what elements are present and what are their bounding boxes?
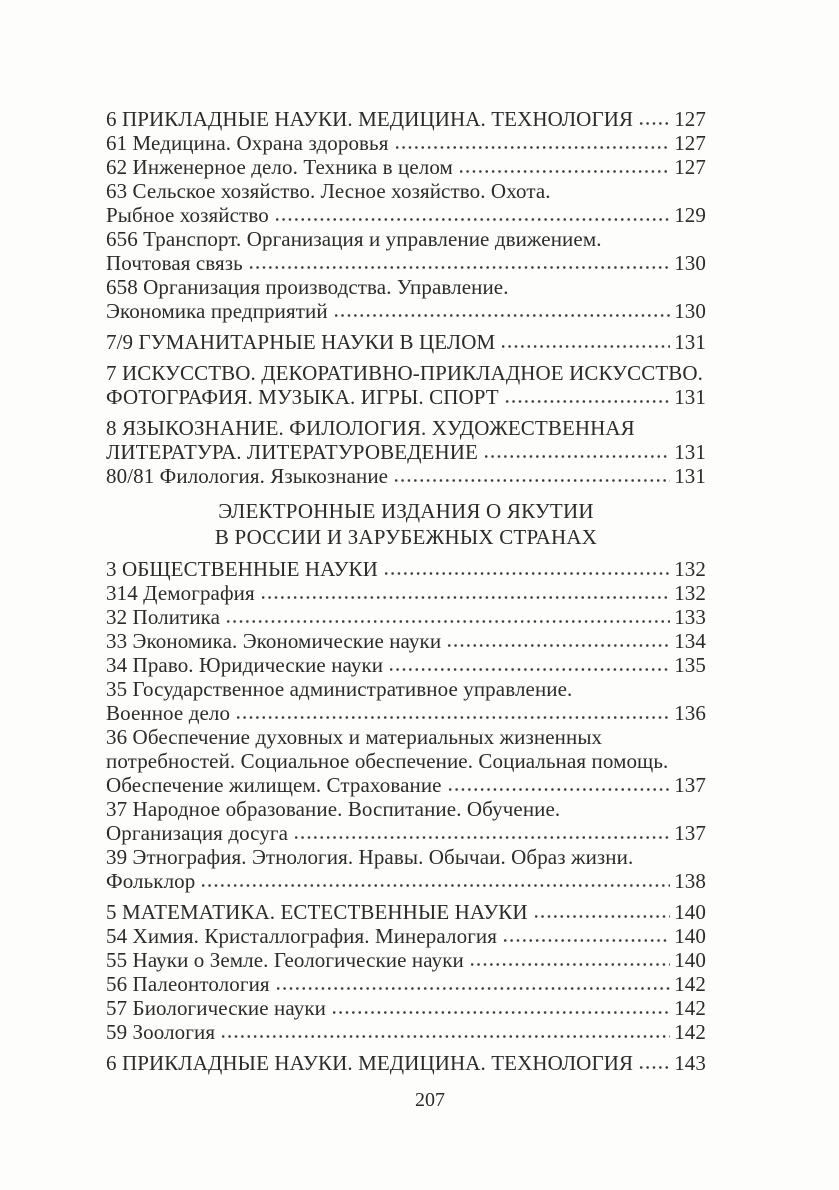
toc-entry xyxy=(106,725,706,797)
toc-entry-text: 62 Инженерное дело. Техника в целом xyxy=(106,155,453,179)
toc-entry-page: 134 xyxy=(674,629,706,653)
toc-entry-text: 6 ПРИКЛАДНЫЕ НАУКИ. МЕДИЦИНА. ТЕХНОЛОГИЯ xyxy=(106,107,634,131)
toc-entry xyxy=(106,330,706,354)
toc-entry-page: 137 xyxy=(674,821,706,845)
toc-entry-text: 33 Экономика. Экономические науки xyxy=(106,629,442,653)
toc-entry-row xyxy=(106,464,706,488)
toc-entry xyxy=(106,581,706,605)
section-heading xyxy=(106,498,706,550)
toc-entry-row xyxy=(106,385,706,409)
toc-entry-text: 59 Зоология xyxy=(106,1020,216,1044)
toc-entry-page: 131 xyxy=(674,385,706,409)
dot-leader xyxy=(388,667,670,672)
toc-entry-text: 37 Народное образование. Воспитание. Обучение. xyxy=(106,797,561,821)
toc-entry-page: 133 xyxy=(674,605,706,629)
dot-leader xyxy=(504,399,670,404)
toc-entry-text: 658 Организация производства. Управление. xyxy=(106,275,509,299)
toc-entry-page: 142 xyxy=(674,996,706,1020)
toc-entry-row xyxy=(106,653,706,677)
section-heading-line: ЭЛЕКТРОННЫЕ ИЗДАНИЯ О ЯКУТИИ xyxy=(218,499,594,523)
dot-leader xyxy=(446,643,670,648)
toc-entry xyxy=(106,629,706,653)
toc-entry xyxy=(106,1051,706,1075)
dot-leader xyxy=(274,217,670,222)
toc-entry xyxy=(106,900,706,924)
toc-entry-text: 34 Право. Юридические науки xyxy=(106,653,384,677)
toc-entry-text: Организация досуга xyxy=(106,821,289,845)
toc-entry-page: 140 xyxy=(674,924,706,948)
toc-entry-row xyxy=(106,131,706,155)
toc-entry-row xyxy=(106,299,706,323)
dot-leader xyxy=(275,986,671,991)
dot-leader xyxy=(220,1034,670,1039)
page-number: 207 xyxy=(415,1089,445,1111)
dot-leader xyxy=(533,914,671,919)
toc-entry-page: 127 xyxy=(674,131,706,155)
dot-leader xyxy=(333,313,671,318)
toc-entry-text: 6 ПРИКЛАДНЫЕ НАУКИ. МЕДИЦИНА. ТЕХНОЛОГИЯ xyxy=(106,1051,634,1075)
toc-entry xyxy=(106,948,706,972)
toc-entry xyxy=(106,155,706,179)
dot-leader xyxy=(383,571,670,576)
toc-entry-page: 131 xyxy=(674,440,706,464)
table-of-contents xyxy=(106,107,706,1075)
toc-entry-text: 63 Сельское хозяйство. Лесное хозяйство. Охота. xyxy=(106,179,551,203)
toc-entry xyxy=(106,227,706,275)
toc-entry-text: Почтовая связь xyxy=(106,251,243,275)
dot-leader xyxy=(394,145,671,150)
toc-entry-text: 3 ОБЩЕСТВЕННЫЕ НАУКИ xyxy=(106,557,378,581)
toc-entry xyxy=(106,275,706,323)
toc-entry-row xyxy=(106,821,706,845)
toc-entry xyxy=(106,557,706,581)
toc-entry xyxy=(106,653,706,677)
toc-entry-row xyxy=(106,440,706,464)
toc-entry-text: 8 ЯЗЫКОЗНАНИЕ. ФИЛОЛОГИЯ. ХУДОЖЕСТВЕННАЯ xyxy=(106,416,635,440)
toc-entry-row xyxy=(106,155,706,179)
toc-entry-text: 314 Демография xyxy=(106,581,255,605)
dot-leader xyxy=(500,344,670,349)
toc-section xyxy=(106,498,706,1075)
toc-entry-text: 54 Химия. Кристаллография. Минералогия xyxy=(106,924,498,948)
toc-entry xyxy=(106,1020,706,1044)
toc-entry-text: 55 Науки о Земле. Геологические науки xyxy=(106,948,464,972)
toc-entry-row xyxy=(106,107,706,131)
toc-entry-row xyxy=(106,605,706,629)
toc-entry-row xyxy=(106,629,706,653)
toc-entry-text: Обеспечение жилищем. Страхование xyxy=(106,773,442,797)
toc-entry-row xyxy=(106,251,706,275)
toc-entry xyxy=(106,131,706,155)
toc-entry-page: 140 xyxy=(674,900,706,924)
toc-entry xyxy=(106,361,706,409)
toc-entry-page: 142 xyxy=(674,972,706,996)
toc-entry xyxy=(106,179,706,227)
dot-leader xyxy=(458,169,670,174)
dot-leader xyxy=(235,715,670,720)
dot-leader xyxy=(200,883,670,888)
toc-entry-text: Экономика предприятий xyxy=(106,299,328,323)
toc-entry-text: 35 Государственное административное управление. xyxy=(106,677,573,701)
toc-entry-row xyxy=(106,203,706,227)
toc-entry xyxy=(106,416,706,464)
toc-entry-text: Военное дело xyxy=(106,701,231,725)
dot-leader xyxy=(393,478,670,483)
dot-leader xyxy=(447,787,671,792)
toc-entry-row xyxy=(106,581,706,605)
toc-entry-row xyxy=(106,972,706,996)
dot-leader xyxy=(502,938,670,943)
toc-entry-row xyxy=(106,330,706,354)
toc-entry-text: ЛИТЕРАТУРА. ЛИТЕРАТУРОВЕДЕНИЕ xyxy=(106,440,478,464)
dot-leader xyxy=(260,595,670,600)
toc-entry-row xyxy=(106,557,706,581)
dot-leader xyxy=(638,121,670,126)
toc-entry-page: 136 xyxy=(674,701,706,725)
toc-entry-text: Фольклор xyxy=(106,869,196,893)
toc-entry-page: 127 xyxy=(674,155,706,179)
toc-entry xyxy=(106,464,706,488)
toc-entry-text: 80/81 Филология. Языкознание xyxy=(106,464,389,488)
toc-entry-page: 132 xyxy=(674,581,706,605)
toc-entry-text: ФОТОГРАФИЯ. МУЗЫКА. ИГРЫ. СПОРТ xyxy=(106,385,499,409)
toc-entry-row xyxy=(106,996,706,1020)
toc-entry-page: 127 xyxy=(674,107,706,131)
toc-entry-text: 32 Политика xyxy=(106,605,221,629)
toc-entry-page: 131 xyxy=(674,464,706,488)
toc-entry-page: 137 xyxy=(674,773,706,797)
dot-leader xyxy=(225,619,670,624)
dot-leader xyxy=(638,1065,670,1070)
toc-entry-page: 143 xyxy=(674,1051,706,1075)
toc-entry-text: Рыбное хозяйство xyxy=(106,203,269,227)
toc-entry xyxy=(106,107,706,131)
toc-entry-page: 132 xyxy=(674,557,706,581)
toc-entry-page: 135 xyxy=(674,653,706,677)
toc-entry-text: 56 Палеонтология xyxy=(106,972,270,996)
toc-entry-row xyxy=(106,869,706,893)
toc-entry-text: 7 ИСКУССТВО. ДЕКОРАТИВНО-ПРИКЛАДНОЕ ИСКУССТВО. xyxy=(106,361,703,385)
toc-entry-row xyxy=(106,1020,706,1044)
toc-entry xyxy=(106,605,706,629)
dot-leader xyxy=(483,454,670,459)
toc-entry-row xyxy=(106,948,706,972)
toc-entry-page: 130 xyxy=(674,299,706,323)
toc-entry-text: 61 Медицина. Охрана здоровья xyxy=(106,131,389,155)
toc-entry-text: 656 Транспорт. Организация и управление движением. xyxy=(106,227,602,251)
section-heading-line: В РОССИИ И ЗАРУБЕЖНЫХ СТРАНАХ xyxy=(214,525,598,549)
toc-entry-page: 129 xyxy=(674,203,706,227)
toc-entry-text: 36 Обеспечение духовных и материальных жизненных xyxy=(106,725,603,749)
toc-entry-text: 7/9 ГУМАНИТАРНЫЕ НАУКИ В ЦЕЛОМ xyxy=(106,330,496,354)
toc-entry-row xyxy=(106,773,706,797)
dot-leader xyxy=(469,962,670,967)
toc-entry xyxy=(106,677,706,725)
toc-entry-page: 140 xyxy=(674,948,706,972)
toc-entry-text: 39 Этнография. Этнология. Нравы. Обычаи. Образ жизни. xyxy=(106,845,634,869)
toc-entry-text: 5 МАТЕМАТИКА. ЕСТЕСТВЕННЫЕ НАУКИ xyxy=(106,900,528,924)
toc-entry-page: 130 xyxy=(674,251,706,275)
toc-entry-page: 138 xyxy=(674,869,706,893)
toc-entry-page: 142 xyxy=(674,1020,706,1044)
toc-entry-text: 57 Биологические науки xyxy=(106,996,326,1020)
toc-section xyxy=(106,107,706,488)
toc-entry-row xyxy=(106,924,706,948)
toc-entry-text: потребностей. Социальное обеспечение. Социальная помощь. xyxy=(106,749,669,773)
toc-entry-page: 131 xyxy=(674,330,706,354)
toc-entry xyxy=(106,996,706,1020)
toc-entry-row xyxy=(106,900,706,924)
dot-leader xyxy=(293,835,670,840)
dot-leader xyxy=(248,265,670,270)
toc-entry-row xyxy=(106,1051,706,1075)
dot-leader xyxy=(331,1010,670,1015)
toc-entry xyxy=(106,845,706,893)
toc-entry xyxy=(106,972,706,996)
toc-entry xyxy=(106,924,706,948)
toc-entry-row xyxy=(106,701,706,725)
toc-entry xyxy=(106,797,706,845)
